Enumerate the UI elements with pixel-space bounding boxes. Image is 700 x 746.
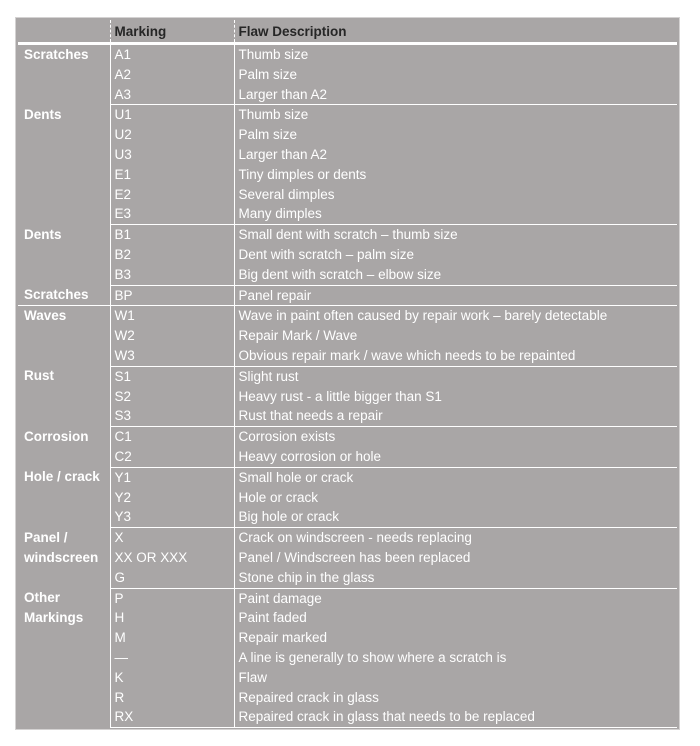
- description-cell: Larger than A2: [234, 85, 677, 105]
- marking-cell: U3: [110, 145, 234, 165]
- table-row: [18, 688, 677, 708]
- marking-cell: S1: [110, 366, 234, 386]
- table-row: [18, 125, 677, 145]
- table-row: [18, 245, 677, 265]
- category-cell: Panel / windscreen: [18, 528, 110, 588]
- description-cell: Slight rust: [238, 368, 299, 384]
- table-row: [18, 427, 677, 447]
- table-row: [18, 467, 677, 487]
- description-cell: Stone chip in the glass: [234, 568, 677, 588]
- table-row: [18, 145, 677, 165]
- table-row: [18, 85, 677, 105]
- table-row: [18, 44, 677, 65]
- table-row: [18, 285, 677, 306]
- table-row: [18, 488, 677, 508]
- table-body: [18, 44, 677, 728]
- marking-cell: BP: [110, 285, 234, 306]
- category-cell: Waves: [18, 306, 110, 366]
- marking-cell: —: [110, 648, 234, 668]
- category-cell: Hole / crack: [18, 467, 110, 527]
- category-cell: Dents: [18, 105, 110, 225]
- marking-cell: R: [110, 688, 234, 708]
- description-cell: Repaired crack in glass that needs to be replaced: [234, 707, 677, 727]
- description-cell: Flaw: [238, 669, 268, 685]
- description-cell: Big hole or crack: [234, 507, 677, 527]
- description-cell: Many dimples: [234, 204, 677, 224]
- description-cell: Hole or crack: [238, 489, 319, 505]
- table-row: [18, 707, 677, 727]
- description-cell: Crack on windscreen - needs replacing: [238, 530, 472, 546]
- marking-cell: E3: [110, 204, 234, 224]
- table-row: [18, 165, 677, 185]
- header-marking: Marking: [110, 20, 234, 44]
- marking-cell: Y2: [110, 488, 234, 508]
- description-cell: Repair marked: [238, 630, 328, 646]
- description-cell: Wave in paint often caused by repair work – barely detectable: [238, 308, 608, 324]
- table-row: [18, 346, 677, 366]
- table-row: [18, 528, 677, 548]
- table-row: [18, 608, 677, 628]
- table-row: [18, 204, 677, 224]
- marking-cell: P: [110, 588, 234, 608]
- table-header: [18, 20, 677, 44]
- table-row: [18, 225, 677, 245]
- category-cell: Scratches: [18, 44, 110, 105]
- category-cell: Scratches: [18, 285, 110, 306]
- description-cell: Obvious repair mark / wave which needs to be repainted: [234, 346, 677, 366]
- marking-cell: U1: [110, 105, 234, 125]
- description-cell: Palm size: [238, 127, 298, 143]
- marking-cell: S3: [110, 406, 234, 426]
- marking-cell: K: [110, 668, 234, 688]
- table-row: [18, 548, 677, 568]
- header-description: Flaw Description: [234, 20, 677, 44]
- table-row: [18, 306, 677, 326]
- table-row: [18, 406, 677, 426]
- marking-cell: X: [110, 528, 234, 548]
- header-row: [18, 20, 677, 44]
- description-cell: Heavy rust - a little bigger than S1: [238, 388, 442, 404]
- marking-cell: H: [110, 608, 234, 628]
- description-cell: Larger than A2: [238, 146, 328, 162]
- marking-cell: C2: [110, 447, 234, 467]
- table-row: [18, 568, 677, 588]
- category-cell: Other Markings: [18, 588, 110, 728]
- description-cell: Palm size: [238, 66, 298, 82]
- marking-cell: Y3: [110, 507, 234, 527]
- marking-cell: RX: [110, 707, 234, 727]
- description-cell: Heavy corrosion or hole: [234, 447, 677, 467]
- table-row: [18, 447, 677, 467]
- marking-cell: B3: [110, 265, 234, 285]
- table-row: [18, 185, 677, 205]
- description-cell: Thumb size: [238, 47, 309, 62]
- marking-cell: E2: [110, 185, 234, 205]
- description-cell: Repair Mark / Wave: [238, 328, 358, 344]
- marking-cell: E1: [110, 165, 234, 185]
- description-cell: Corrosion exists: [238, 429, 336, 445]
- table-row: [18, 326, 677, 346]
- table-row: [18, 366, 677, 386]
- description-cell: Panel repair: [234, 285, 677, 306]
- category-cell: Corrosion: [18, 427, 110, 468]
- header-category: [18, 20, 110, 44]
- category-cell: Rust: [18, 366, 110, 426]
- description-cell: Big dent with scratch – elbow size: [234, 265, 677, 285]
- marking-cell: B2: [110, 245, 234, 265]
- marking-cell: W3: [110, 346, 234, 366]
- marking-cell: B1: [110, 225, 234, 245]
- description-cell: Dent with scratch – palm size: [238, 246, 415, 262]
- description-cell: Small hole or crack: [238, 469, 354, 485]
- marking-cell: G: [110, 568, 234, 588]
- description-cell: Small dent with scratch – thumb size: [238, 227, 458, 243]
- marking-cell: A3: [110, 85, 234, 105]
- table-row: [18, 387, 677, 407]
- table-row: [18, 105, 677, 125]
- description-cell: Paint faded: [238, 610, 307, 626]
- description-cell: Paint damage: [238, 590, 322, 606]
- table-row: [18, 588, 677, 608]
- marking-cell: A2: [110, 65, 234, 85]
- marking-cell: Y1: [110, 467, 234, 487]
- description-cell: A line is generally to show where a scratch is: [238, 649, 507, 665]
- marking-cell: S2: [110, 387, 234, 407]
- marking-cell: A1: [110, 44, 234, 65]
- description-cell: Repaired crack in glass: [238, 689, 379, 705]
- table-row: [18, 265, 677, 285]
- description-cell: Several dimples: [238, 186, 335, 202]
- table-row: [18, 507, 677, 527]
- description-cell: Tiny dimples or dents: [238, 166, 367, 182]
- marking-cell: XX OR XXX: [110, 548, 234, 568]
- table-row: [18, 648, 677, 668]
- description-cell: Thumb size: [238, 107, 309, 123]
- marking-cell: M: [110, 628, 234, 648]
- table-row: [18, 65, 677, 85]
- description-cell: Rust that needs a repair: [234, 406, 677, 426]
- description-cell: Panel / Windscreen has been replaced: [238, 549, 471, 565]
- table-row: [18, 668, 677, 688]
- marking-cell: W2: [110, 326, 234, 346]
- flaw-marking-table: [18, 20, 677, 728]
- table-row: [18, 628, 677, 648]
- marking-cell: U2: [110, 125, 234, 145]
- marking-cell: W1: [110, 306, 234, 326]
- marking-cell: C1: [110, 427, 234, 447]
- category-cell: Dents: [18, 225, 110, 285]
